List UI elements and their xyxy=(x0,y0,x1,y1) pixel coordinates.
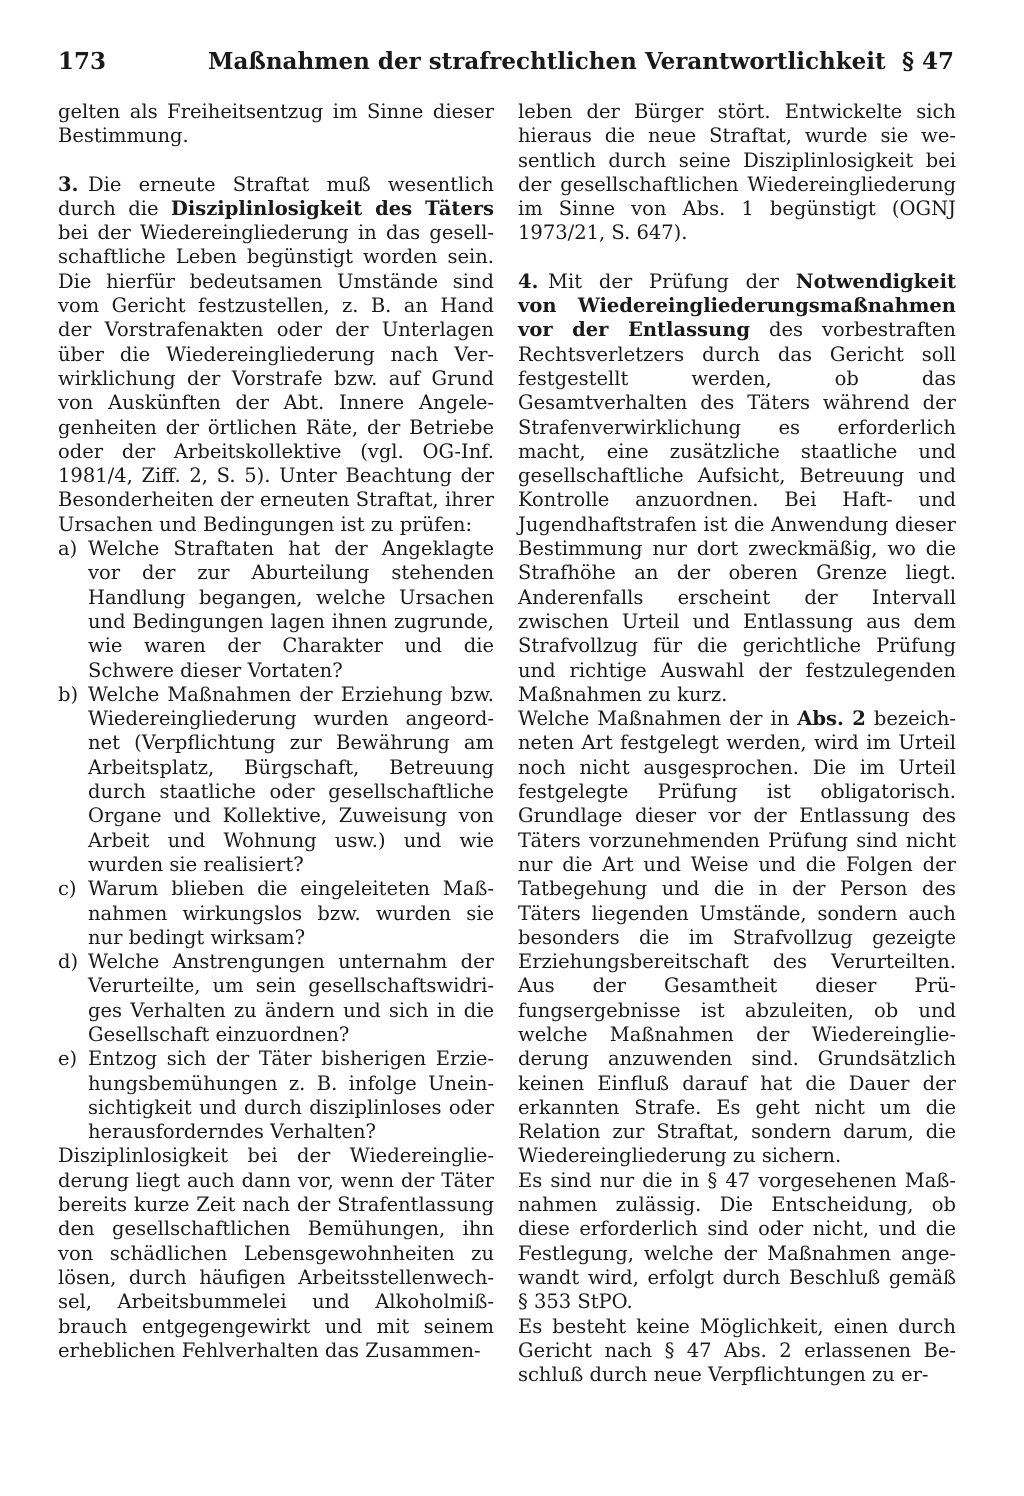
list-item-text: Welche Anstrengungen unternahm der Verurteilte, um sein gesellschaftswidriges Verhalten zu ändern und sich in die Gesellschaft einzuordnen? xyxy=(88,950,494,1046)
paragraph-text: bei der Wiedereingliederung in das gesellschaftliche Leben begünstigt worden sein. Die hierfür bedeutsamen Umstände sind vom Gericht festzustellen, z. B. an Hand der Vorstrafenakten oder der Unterlagen über die Wiedereingliederung nach Verwirklichung der Vorstrafe bzw. auf Grund von Auskünften der Abt. Innere Angelegenheiten der örtlichen Räte, der Betriebe oder der Arbeitskollektive (vgl. OG-Inf. 1981/4, Ziff. 2, S. 5). Unter Beachtung der Besonderheiten der erneuten Straftat, ihrer Ursachen und Bedingungen ist zu prüfen: xyxy=(58,221,494,536)
paragraph-number: 3. xyxy=(58,172,79,196)
paragraph-text: Disziplinlosigkeit bei der Wiedereingliederung liegt auch dann vor, wenn der Täter bereits kurze Zeit nach der Strafentlassung den gesellschaftlichen Bemühungen, ihn von schädlichen Lebensgewohnheiten zu lösen, durch häufigen Arbeitsstellenwechsel, Arbeitsbummelei und Alkoholmißbrauch entgegengewirkt und mit seinem erheblichen Fehlverhalten das Zusammen- xyxy=(58,1144,494,1362)
paragraph: Es besteht keine Möglichkeit, einen durch Gericht nach § 47 Abs. 2 erlassenen Beschluß durch neue Verpflichtungen zu er- xyxy=(518,1314,956,1387)
paragraph-text: Welche Maßnahmen der in xyxy=(518,707,798,731)
list-marker: b) xyxy=(58,682,79,706)
running-header xyxy=(58,48,954,88)
paragraph-4 xyxy=(518,270,956,707)
list-item-text: Welche Maßnahmen der Erziehung bzw. Wiedereingliederung wurden angeordnet (Verpflichtung zur Bewährung am Arbeitsplatz, Bürgschaft, Betreuung durch staatliche oder gesellschaftliche Organe und Kollektive, Zuweisung von Arbeit und Wohnung usw.) und wie wurden sie realisiert? xyxy=(88,682,494,876)
list-item xyxy=(58,683,494,877)
list-marker: e) xyxy=(58,1047,78,1071)
paragraph-continuation: gelten als Freiheitsentzug im Sinne dieser Bestimmung. xyxy=(58,100,494,148)
list-item-text: Welche Straftaten hat der Angeklagte vor der zur Aburteilung stehenden Handlung begangen, welche Ursachen und Bedingungen lagen ihnen zugrunde, wie waren der Charakter und die Schwere dieser Vortaten? xyxy=(88,537,494,682)
right-column xyxy=(518,100,956,1387)
section-marker: § 47 xyxy=(901,48,954,75)
paragraph-3 xyxy=(58,173,494,537)
paragraph-continuation: leben der Bürger stört. Entwickelte sich hieraus die neue Straftat, wurde sie wesentlich durch seine Disziplinlosigkeit bei der gesellschaftlichen Wiedereingliederung im Sinne von Abs. 1 begünstigt (OGNJ 1973/21, S. 647). xyxy=(518,100,956,245)
paragraph-number: 4. xyxy=(518,269,539,293)
page-number: 173 xyxy=(58,48,107,75)
paragraph: Es sind nur die in § 47 vorgesehenen Maßnahmen zulässig. Die Entscheidung, ob diese erforderlich sind oder nicht, und die Festlegung, welche der Maßnahmen angewandt wird, erfolgt durch Beschluß gemäß § 353 StPO. xyxy=(518,1168,956,1314)
list-item xyxy=(58,537,494,683)
list-marker: a) xyxy=(58,537,78,561)
paragraph-text: bezeichneten Art festgelegt werden, wird im Urteil noch nicht ausgesprochen. Die im Urteil festgelegte Prüfung ist obligatorisch. Grundlage dieser vor der Entlassung des Täters vorzunehmenden Prüfung sind nicht nur die Art und Weise und die Folgen der Tatbegehung und die in der Person des Täters liegenden Umstände, sondern auch besonders die im Strafvollzug gezeigte Erziehungsbereitschaft des Verurteilten. Aus der Gesamtheit dieser Prüfungsergebnisse ist abzuleiten, ob und welche Maßnahmen der Wiedereingliederung anzuwenden sind. Grundsätzlich keinen Einfluß darauf hat die Dauer der erkannten Strafe. Es geht nicht um die Relation zur Straftat, sondern darum, die Wiedereingliederung zu sichern. xyxy=(518,707,957,1168)
list-item xyxy=(58,950,494,1047)
running-title: Maßnahmen der strafrechtlichen Verantwortlichkeit xyxy=(208,48,886,75)
list-item-text: Entzog sich der Täter bisherigen Erziehungsbemühungen z. B. infolge Uneinsichtigkeit und durch disziplinloses oder herausforderndes Verhalten? xyxy=(88,1047,494,1144)
list-item-text: Warum blieben die eingeleiteten Maßnahmen wirkungslos bzw. wurden sie nur bedingt wirksam? xyxy=(88,877,494,949)
bold-term: Notwendigkeit von Wiedereingliederungsmaßnahmen vor der Entlassung xyxy=(518,269,956,342)
list-item xyxy=(58,877,494,950)
list-marker: d) xyxy=(58,950,79,974)
paragraph-text: Die erneute Straftat muß wesentlich durch die xyxy=(58,172,494,220)
paragraph-text: Mit der Prüfung der xyxy=(548,269,796,293)
list-marker: c) xyxy=(58,877,77,901)
bold-term: Abs. 2 xyxy=(797,707,866,731)
paragraph-text: des vorbestraften Rechtsverletzers durch das Gericht soll festgestellt werden, ob das Gesamtverhalten des Täters während der Strafenverwirklichung es erforderlich macht, eine zusätzliche staatliche und gesellschaftliche Aufsicht, Betreuung und Kontrolle anzuordnen. Bei Haft- und Jugendhaftstrafen ist die Anwendung dieser Bestimmung nur dort zweckmäßig, wo die Strafhöhe an der oberen Grenze liegt. Anderenfalls erscheint der Intervall zwischen Urteil und Entlassung aus dem Strafvollzug für die gerichtliche Prüfung und richtige Auswahl der festzulegenden Maßnahmen zu kurz. xyxy=(518,318,956,706)
list-item xyxy=(58,1047,494,1144)
paragraph xyxy=(518,707,956,1169)
left-column xyxy=(58,100,494,1363)
bold-term: Disziplinlosigkeit des Täters xyxy=(170,196,495,220)
